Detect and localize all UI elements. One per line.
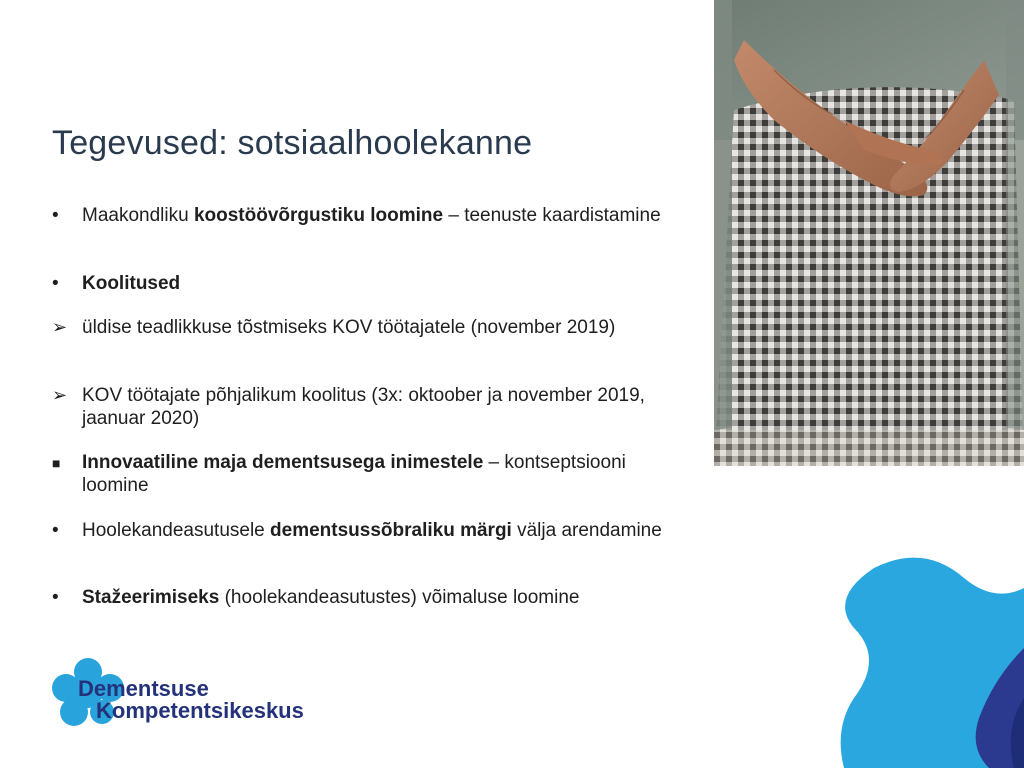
item-text: üldise teadlikkuse tõstmiseks KOV töötajatele (november 2019): [82, 317, 616, 338]
logo-line-1: Dementsuse: [78, 676, 209, 701]
bullet-marker: •: [52, 205, 59, 226]
slide-title: Tegevused: sotsiaalhoolekanne: [52, 124, 533, 162]
item-text: Hoolekandeasutusele dementsussõbraliku märgi välja arendamine: [82, 520, 662, 541]
list-item: [52, 316, 692, 339]
logo-line-2: Kompetentsikeskus: [96, 698, 304, 723]
bullet-marker: •: [52, 273, 59, 294]
item-text: Stažeerimiseks (hoolekandeasutustes) võimaluse loomine: [82, 587, 580, 608]
list-item: [52, 451, 692, 497]
arrow-bullet-marker: ➢: [52, 385, 68, 405]
item-text: KOV töötajate põhjalikum koolitus (3x: oktoober ja november 2019, jaanuar 2020): [82, 385, 645, 429]
decorative-blob: [774, 528, 1024, 768]
list-item: [52, 586, 692, 609]
dementsuse-logo: [48, 654, 318, 734]
bullet-marker: •: [52, 587, 59, 608]
square-bullet-marker: ■: [52, 455, 61, 471]
list-item: [52, 519, 692, 542]
elderly-hands-photo: [714, 0, 1024, 466]
bullet-marker: •: [52, 520, 59, 541]
item-text: Koolitused: [82, 273, 181, 294]
list-item: [52, 384, 692, 430]
logo-text: [78, 678, 304, 722]
list-item: [52, 204, 692, 227]
photo-illustration: [714, 0, 1024, 466]
item-text: Innovaatiline maja dementsusega inimestele – kontseptsiooni loomine: [82, 452, 626, 496]
list-item: [52, 272, 692, 295]
item-text: Maakondliku koostöövõrgustiku loomine – teenuste kaardistamine: [82, 205, 661, 226]
arrow-bullet-marker: ➢: [52, 317, 68, 337]
